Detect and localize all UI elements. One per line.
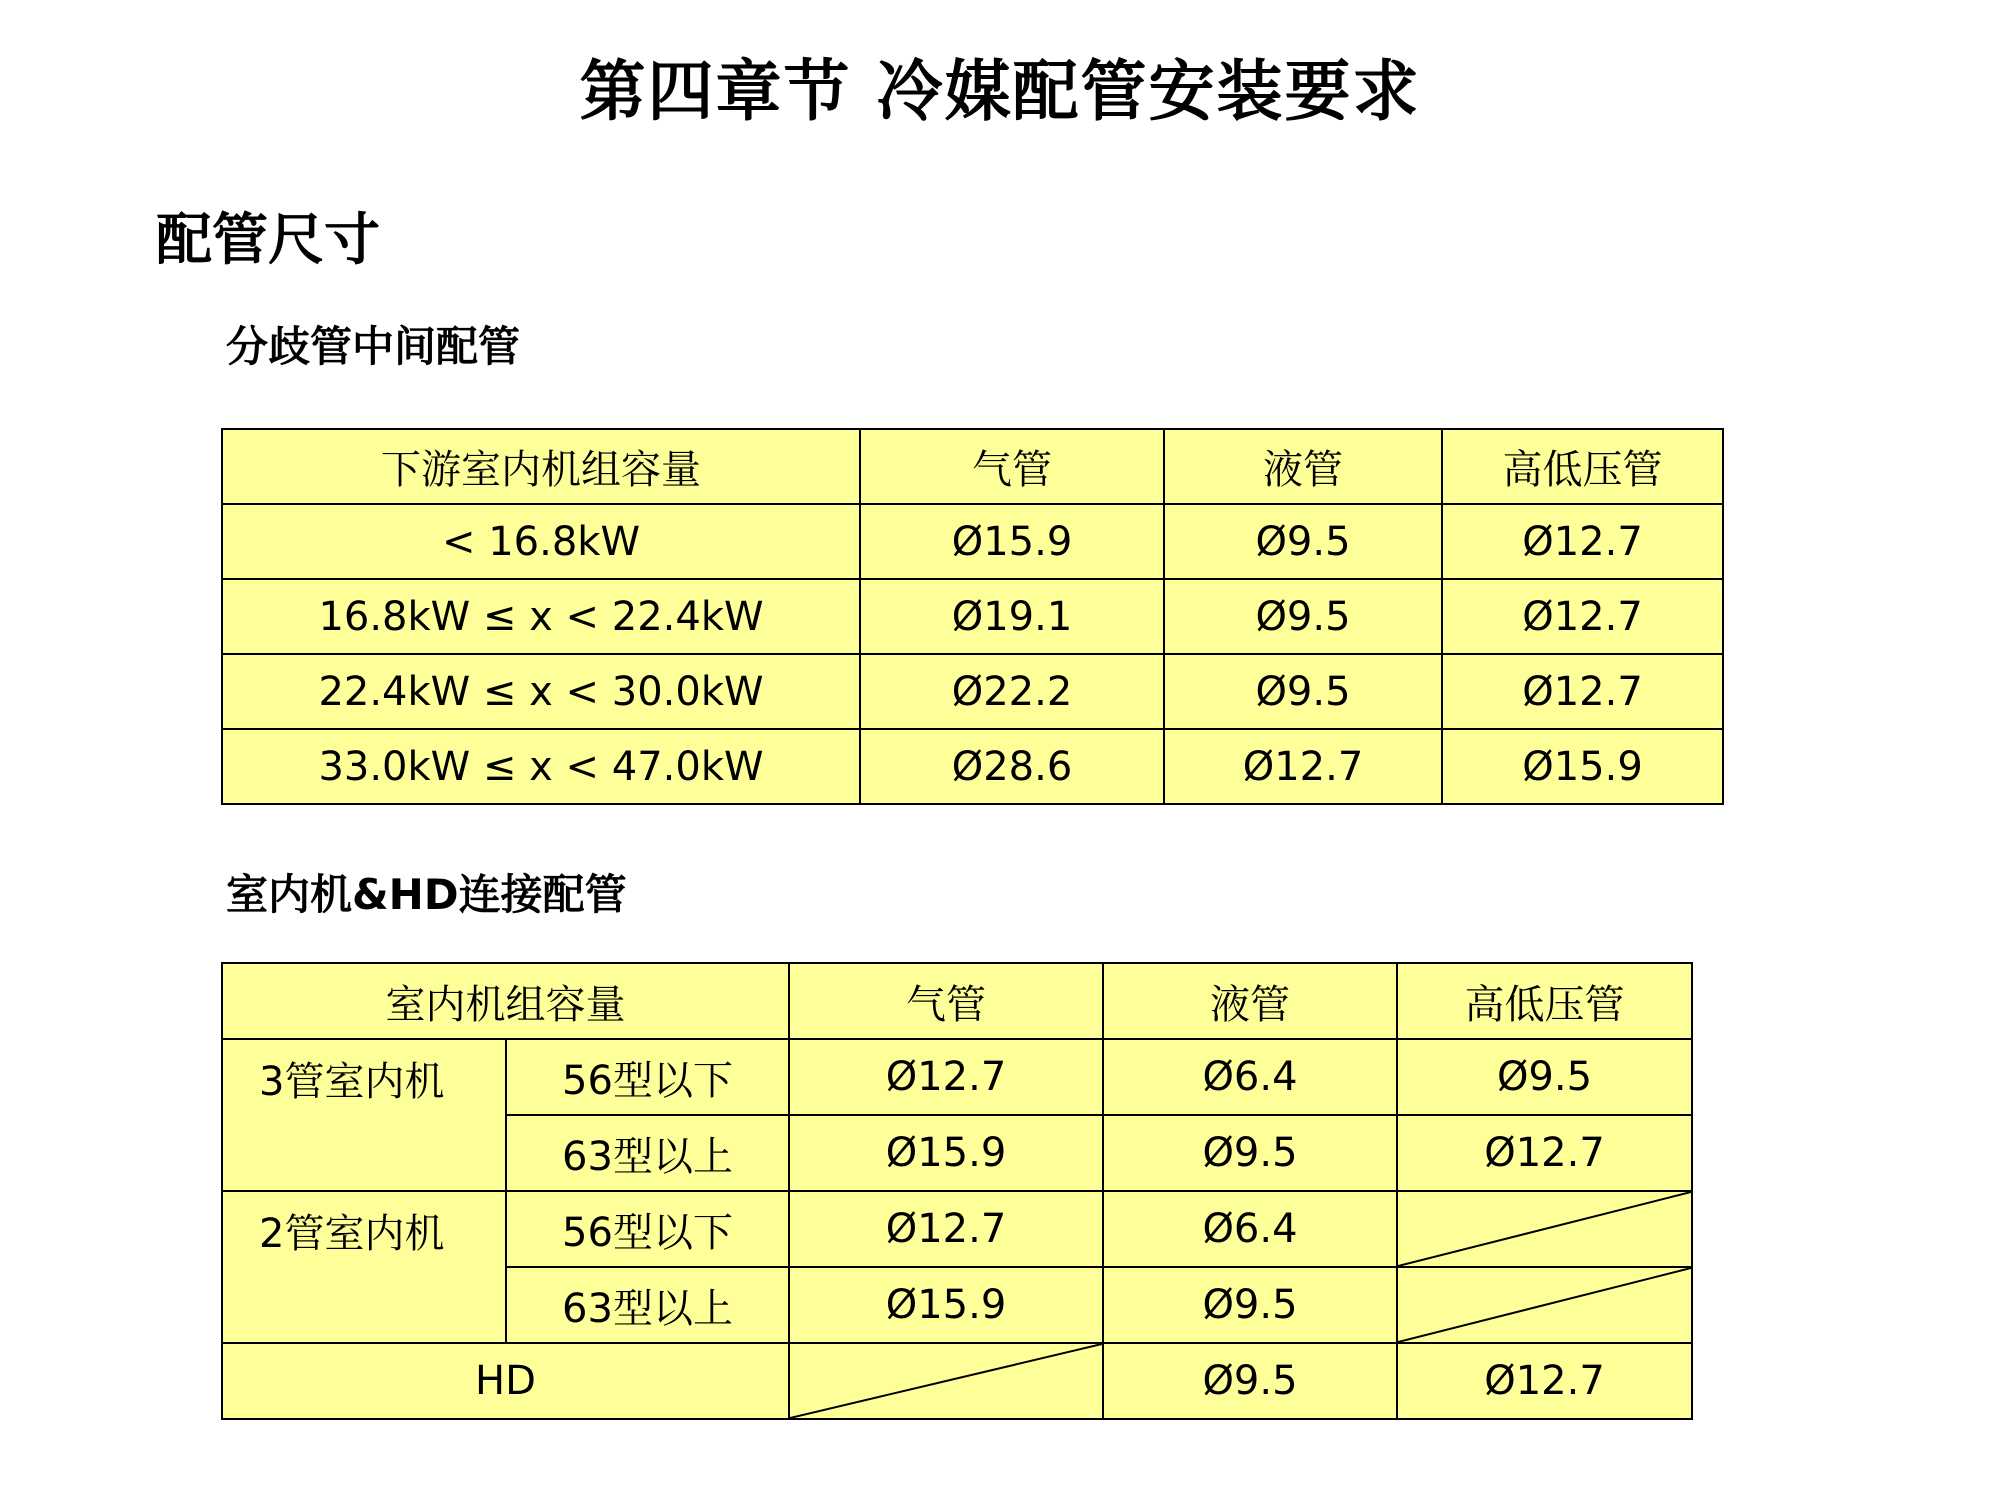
empty-diagonal-cell [789, 1343, 1103, 1419]
header-capacity: 室内机组容量 [222, 963, 789, 1039]
group-label-2-pipe: 2管室内机 [222, 1191, 506, 1343]
diagonal-line [1398, 1268, 1691, 1342]
gas-pipe-cell: Ø22.2 [860, 654, 1164, 729]
model-cell: 63型以上 [506, 1267, 789, 1343]
header-liquid-pipe: 液管 [1164, 429, 1442, 504]
branch-pipe-table [221, 428, 1724, 805]
empty-diagonal-cell [1397, 1191, 1692, 1267]
gas-pipe-cell: Ø15.9 [789, 1267, 1103, 1343]
table-header-row [222, 429, 1723, 504]
gas-pipe-cell: Ø19.1 [860, 579, 1164, 654]
header-capacity: 下游室内机组容量 [222, 429, 860, 504]
model-cell: 56型以下 [506, 1191, 789, 1267]
capacity-cell: 22.4kW ≤ x < 30.0kW [222, 654, 860, 729]
high-low-pipe-cell: Ø12.7 [1442, 654, 1723, 729]
liquid-pipe-cell: Ø12.7 [1164, 729, 1442, 804]
high-low-pipe-cell: Ø12.7 [1442, 579, 1723, 654]
indoor-hd-pipe-table [221, 962, 1693, 1420]
liquid-pipe-cell: Ø9.5 [1164, 579, 1442, 654]
diagonal-line [1398, 1192, 1691, 1266]
liquid-pipe-cell: Ø6.4 [1103, 1039, 1397, 1115]
liquid-pipe-cell: Ø9.5 [1164, 504, 1442, 579]
subheading-indoor-hd-pipe: 室内机&HD连接配管 [226, 870, 627, 919]
gas-pipe-cell: Ø12.7 [789, 1191, 1103, 1267]
gas-pipe-cell: Ø12.7 [789, 1039, 1103, 1115]
high-low-pipe-cell: Ø12.7 [1442, 504, 1723, 579]
gas-pipe-cell: Ø28.6 [860, 729, 1164, 804]
liquid-pipe-cell: Ø9.5 [1103, 1115, 1397, 1191]
capacity-cell: < 16.8kW [222, 504, 860, 579]
liquid-pipe-cell: Ø6.4 [1103, 1191, 1397, 1267]
high-low-pipe-cell: Ø15.9 [1442, 729, 1723, 804]
table-header-row [222, 963, 1692, 1039]
table-row-hd [222, 1343, 1692, 1419]
table-row [222, 729, 1723, 804]
page-title: 第四章节 冷媒配管安装要求 [579, 53, 1421, 130]
liquid-pipe-cell: Ø9.5 [1103, 1343, 1397, 1419]
liquid-pipe-cell: Ø9.5 [1164, 654, 1442, 729]
table-row [222, 654, 1723, 729]
table-row [222, 1191, 1692, 1267]
capacity-cell: 33.0kW ≤ x < 47.0kW [222, 729, 860, 804]
high-low-pipe-cell: Ø12.7 [1397, 1343, 1692, 1419]
header-high-low-pipe: 高低压管 [1442, 429, 1723, 504]
group-label-3-pipe: 3管室内机 [222, 1039, 506, 1191]
diagonal-line [790, 1344, 1102, 1418]
table-row [222, 1039, 1692, 1115]
high-low-pipe-cell: Ø9.5 [1397, 1039, 1692, 1115]
empty-diagonal-cell [1397, 1267, 1692, 1343]
model-cell: 63型以上 [506, 1115, 789, 1191]
header-gas-pipe: 气管 [860, 429, 1164, 504]
header-liquid-pipe: 液管 [1103, 963, 1397, 1039]
hd-label: HD [222, 1343, 789, 1419]
section-heading: 配管尺寸 [156, 208, 380, 273]
capacity-cell: 16.8kW ≤ x < 22.4kW [222, 579, 860, 654]
model-cell: 56型以下 [506, 1039, 789, 1115]
liquid-pipe-cell: Ø9.5 [1103, 1267, 1397, 1343]
header-gas-pipe: 气管 [789, 963, 1103, 1039]
gas-pipe-cell: Ø15.9 [789, 1115, 1103, 1191]
header-high-low-pipe: 高低压管 [1397, 963, 1692, 1039]
high-low-pipe-cell: Ø12.7 [1397, 1115, 1692, 1191]
subheading-branch-pipe: 分歧管中间配管 [226, 322, 521, 371]
gas-pipe-cell: Ø15.9 [860, 504, 1164, 579]
table-row [222, 504, 1723, 579]
table-row [222, 579, 1723, 654]
